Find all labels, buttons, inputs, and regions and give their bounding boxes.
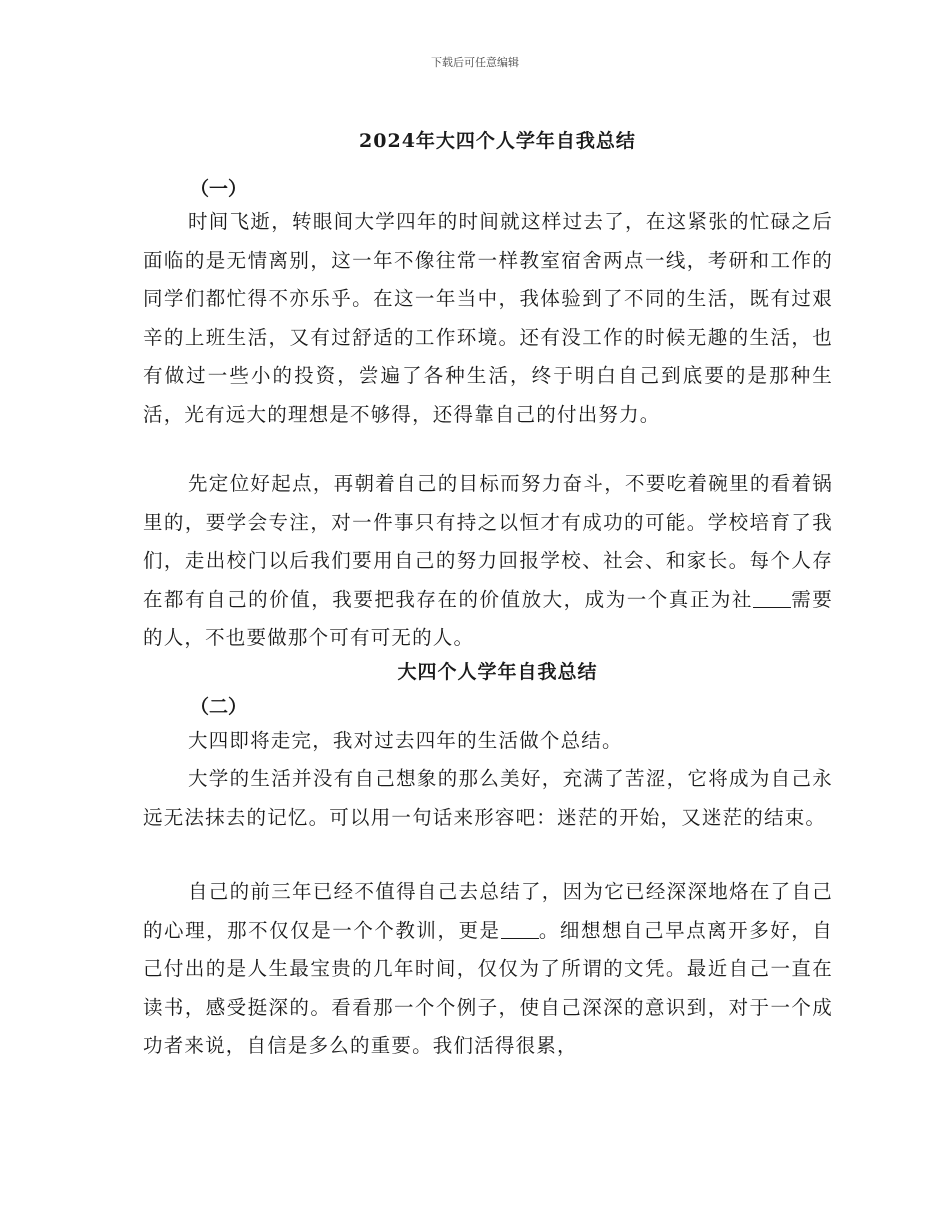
- paragraph-2: [143, 465, 833, 658]
- section-label-1: （一）: [190, 178, 248, 200]
- paragraph-5: [143, 873, 833, 1066]
- paragraph-3: 大四即将走完，我对过去四年的生活做个总结。: [188, 729, 623, 752]
- paragraph-2-text-a: 先定位好起点，再朝着自己的目标而努力奋斗，不要吃着碗里的看着锅里的，要学会专注，对一件事只有持之以恒才有成功的可能。学校培育了我们，走出校门以后我们要用自己的努力回报学校、社会、和家长。每个人存在都有自己的价值，我要把我存在的价值放大，成为一个真正为社: [143, 472, 833, 611]
- fill-in-blank: [753, 587, 791, 608]
- header-note: 下载后可任意编辑: [431, 56, 519, 69]
- paragraph-2-text-b: 需要的人，不也要做那个可有可无的人。: [143, 587, 833, 649]
- paragraph-5-text-a: 自己的前三年已经不值得自己去总结了，因为它已经深深地烙在了自己的心理，那不仅仅是一个个教训，更是: [143, 880, 833, 942]
- document-title: 2024年大四个人学年自我总结: [359, 130, 636, 152]
- paragraph-4: 大学的生活并没有自己想象的那么美好，充满了苦涩，它将成为自己永远无法抹去的记忆。可以用一句话来形容吧：迷茫的开始，又迷茫的结束。: [143, 767, 833, 829]
- section-title-2: 大四个人学年自我总结: [397, 661, 598, 683]
- fill-in-blank: [501, 918, 539, 939]
- paragraph-5-text-b: 。细想想自己早点离开多好，自己付出的是人生最宝贵的几年时间，仅仅为了所谓的文凭。最近自己一直在读书，感受挺深的。看看那一个个例子，使自己深深的意识到，对于一个成功者来说，自信是多么的重要。我们活得很累，: [143, 918, 833, 1057]
- section-label-2: （二）: [190, 696, 248, 718]
- paragraph-1: 时间飞逝，转眼间大学四年的时间就这样过去了，在这紧张的忙碌之后面临的是无情离别，这一年不像往常一样教室宿舍两点一线，考研和工作的同学们都忙得不亦乐乎。在这一年当中，我体验到了不同的生活，既有过艰辛的上班生活，又有过舒适的工作环境。还有没工作的时候无趣的生活，也有做过一些小的投资，尝遍了各种生活，终于明白自己到底要的是那种生活，光有远大的理想是不够得，还得靠自己的付出努力。: [143, 210, 833, 426]
